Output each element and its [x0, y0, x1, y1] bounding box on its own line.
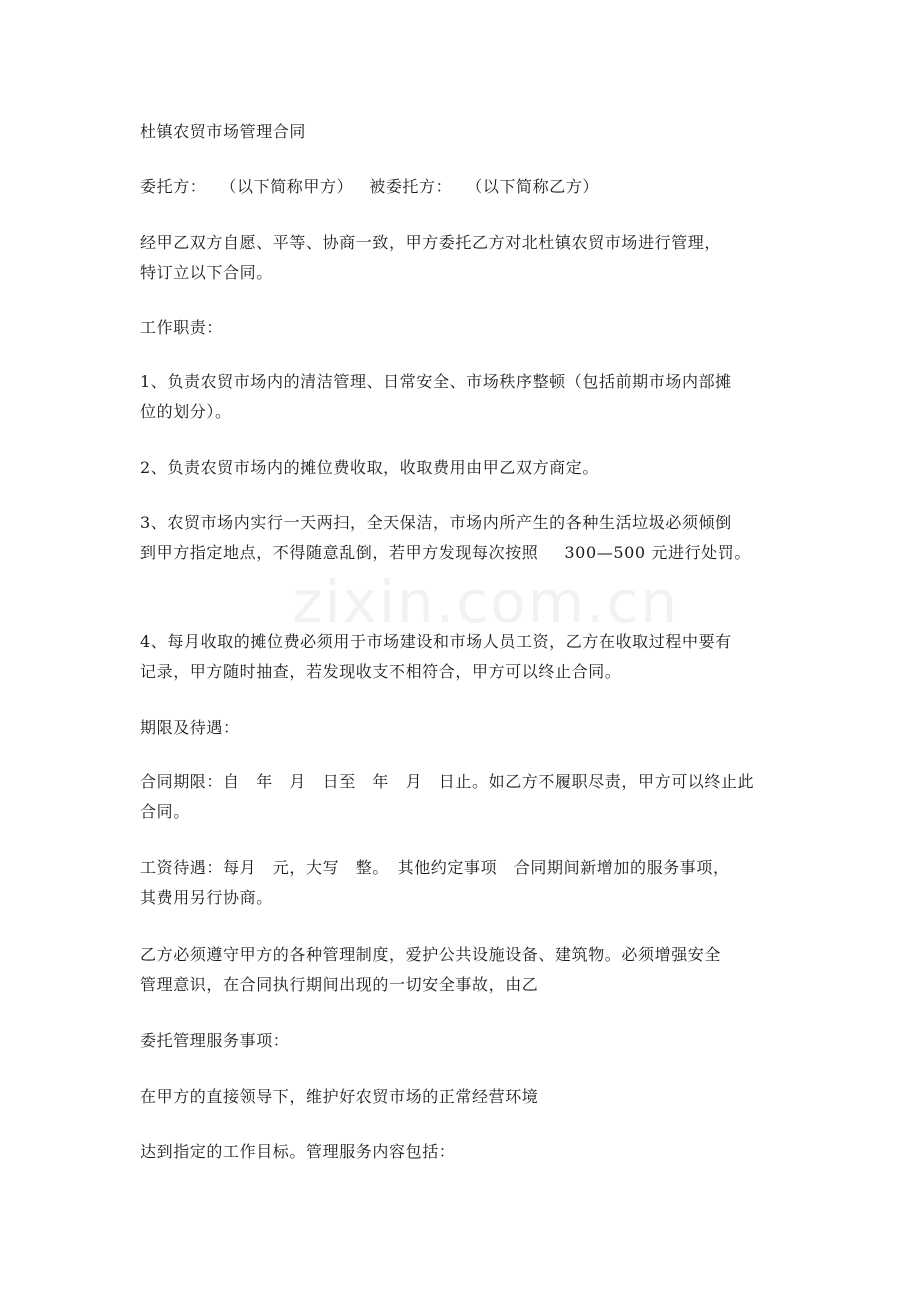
- term-heading-text: 期限及待遇：: [140, 718, 240, 737]
- service-paragraph-1: [140, 1082, 790, 1112]
- duty-1-line: 1、负责农贸市场内的清洁管理、日常安全、市场秩序整顿（包括前期市场内部摊: [140, 372, 732, 391]
- duty-1: [140, 367, 790, 427]
- intro-line: 特订立以下合同。: [140, 263, 273, 282]
- title-text: 杜镇农贸市场管理合同: [140, 122, 307, 141]
- duty-3-text: 到甲方指定地点，不得随意乱倒，若甲方发现每次按照: [140, 543, 539, 562]
- term-line: 合同。: [140, 802, 190, 821]
- wage-line: 其费用另行协商。: [140, 888, 273, 907]
- parties-line: [140, 172, 790, 202]
- duties-heading-text: 工作职责：: [140, 318, 224, 337]
- duty-4-line: 记录，甲方随时抽查，若发现收支不相符合，甲方可以终止合同。: [140, 662, 622, 681]
- duty-2-line: 2、负责农贸市场内的摊位费收取，收取费用由甲乙双方商定。: [140, 458, 599, 477]
- duty-4: [140, 627, 790, 687]
- agent-note: （以下简称乙方）: [466, 177, 600, 196]
- service-line: 在甲方的直接领导下，维护好农贸市场的正常经营环境: [140, 1087, 539, 1106]
- wage-line: 工资待遇：每月 元，大写 整。 其他约定事项 合同期间新增加的服务事项，: [140, 858, 730, 877]
- service-heading: [140, 1026, 790, 1056]
- service-paragraph-2: [140, 1137, 790, 1167]
- duty-1-line: 位的划分）。: [140, 402, 232, 421]
- term-paragraph: [140, 767, 790, 827]
- agent-label: 被委托方：: [369, 177, 453, 196]
- duty-4-line: 4、每月收取的摊位费必须用于市场建设和市场人员工资，乙方在收取过程中要有: [140, 632, 732, 651]
- principal-label: 委托方：: [140, 177, 207, 196]
- duties-heading: [140, 313, 790, 343]
- term-heading: [140, 713, 790, 743]
- service-heading-text: 委托管理服务事项：: [140, 1031, 290, 1050]
- rules-paragraph: [140, 940, 790, 1000]
- rules-line: 管理意识，在合同执行期间出现的一切安全事故，由乙: [140, 975, 539, 994]
- term-line: 合同期限：自 年 月 日至 年 月 日止。如乙方不履职尽责，甲方可以终止此: [140, 772, 755, 791]
- rules-line: 乙方必须遵守甲方的各种管理制度，爱护公共设施设备、建筑物。必须增强安全: [140, 945, 722, 964]
- service-line: 达到指定的工作目标。管理服务内容包括：: [140, 1142, 456, 1161]
- duty-2: [140, 453, 790, 483]
- document-title: [140, 117, 790, 147]
- intro-paragraph: [140, 228, 790, 288]
- watermark: zixin.com.cn: [292, 568, 680, 636]
- intro-line: 经甲乙双方自愿、平等、协商一致，甲方委托乙方对北杜镇农贸市场进行管理，: [140, 233, 722, 252]
- principal-note: （以下简称甲方）: [220, 177, 354, 196]
- penalty-amount: 300—500 元进行处罚。: [564, 543, 751, 562]
- duty-3-line: 3、农贸市场内实行一天两扫，全天保洁，市场内所产生的各种生活垃圾必须倾倒: [140, 513, 732, 532]
- wage-paragraph: [140, 853, 790, 913]
- duty-3-line: [140, 538, 790, 568]
- duty-3: [140, 508, 790, 568]
